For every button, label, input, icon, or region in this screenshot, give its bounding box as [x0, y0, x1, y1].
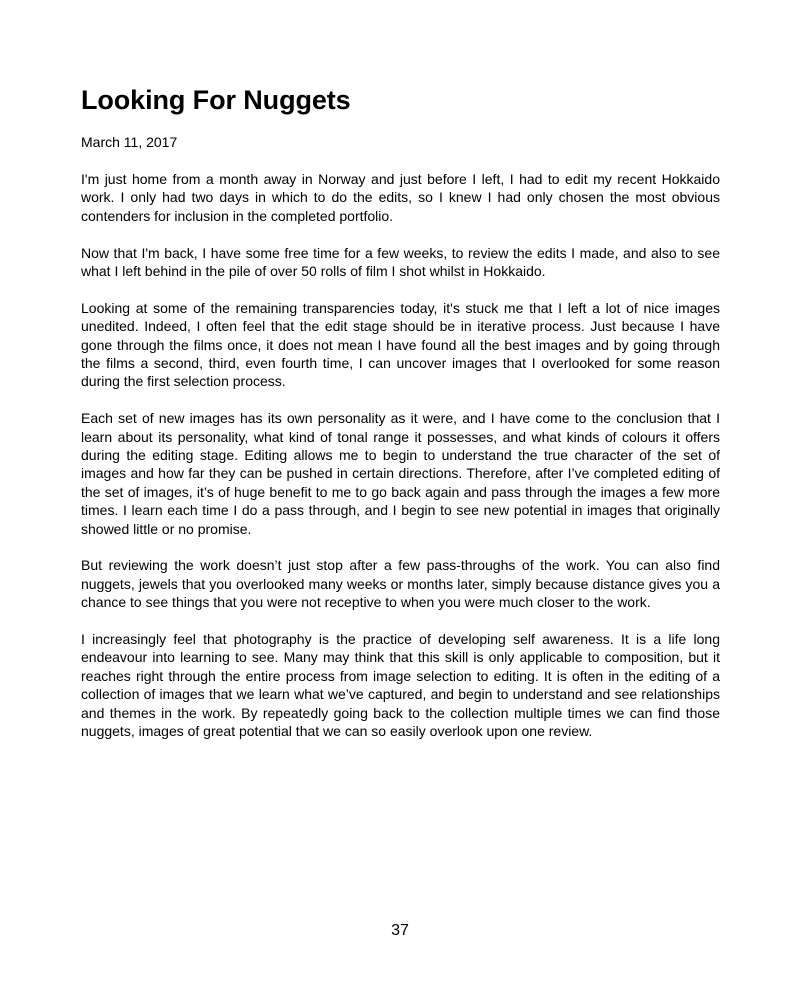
paragraph: I'm just home from a month away in Norway and just before I left, I had to edit my recent Hokkaido work. I only had two days in which to do the edits, so I knew I had only chosen the most obvious contenders for inclusion in the completed portfolio. [81, 171, 720, 224]
paragraph: Each set of new images has its own personality as it were, and I have come to the conclusion that I learn about its personality, what kind of tonal range it possesses, and what kinds of colours it offers during the editing stage. Editing allows me to begin to understand the true character of the set of images and how far they can be pushed in certain directions. Therefore, after I’ve completed editing of the set of images, it’s of huge benefit to me to go back again and pass through the images a few more times. I learn each time I do a pass through, and I begin to see new potential in images that originally showed little or no promise. [81, 410, 720, 537]
article-title: Looking For Nuggets [81, 85, 351, 115]
paragraph: Now that I'm back, I have some free time for a few weeks, to review the edits I made, and also to see what I left behind in the pile of over 50 rolls of film I shot whilst in Hokkaido. [81, 244, 720, 280]
article-body [81, 170, 720, 741]
paragraph: But reviewing the work doesn’t just stop after a few pass-throughs of the work. You can also find nuggets, jewels that you overlooked many weeks or months later, simply because distance gives you a chance to see things that you were not receptive to when you were much closer to the work. [81, 557, 720, 611]
paragraph: I increasingly feel that photography is the practice of developing self awareness. It is a life long endeavour into learning to see. Many may think that this skill is only applicable to composition, but it reaches right through the entire process from image selection to editing. It is often in the editing of a collection of images that we learn what we’ve captured, and begin to understand and see relationships and themes in the work. By repeatedly going back to the collection multiple times we can find those nuggets, images of great potential that we can so easily overlook upon one review. [81, 631, 720, 740]
paragraph: Looking at some of the remaining transparencies today, it's stuck me that I left a lot of nice images unedited. Indeed, I often feel that the edit stage should be in iterative process. Just because I have gone through the films once, it does not mean I have found all the best images and by going through the films a second, third, even fourth time, I can uncover images that I overlooked for some reason during the first selection process. [81, 299, 720, 390]
article-date: March 11, 2017 [81, 134, 178, 150]
page-number: 37 [391, 922, 409, 939]
article [81, 84, 720, 759]
